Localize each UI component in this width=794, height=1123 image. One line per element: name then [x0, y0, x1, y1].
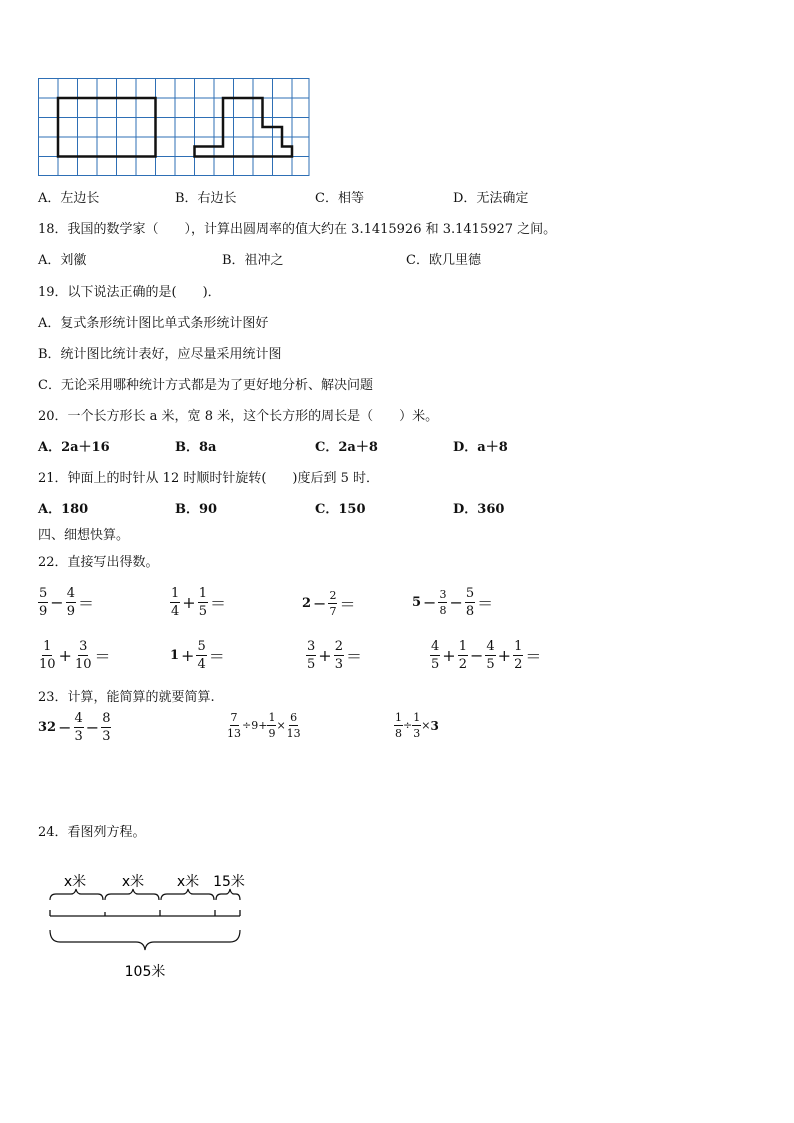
q21-option-c[interactable]: C．150 [315, 502, 366, 517]
q20-option-a[interactable]: A．2a＋16 [38, 440, 110, 455]
total-label: 105米 [124, 964, 166, 980]
q21-option-a[interactable]: A．180 [38, 502, 89, 517]
q22-stem: 22．直接写出得数。 [38, 555, 159, 570]
q20-stem: 20．一个长方形长 a 米，宽 8 米，这个长方形的周长是（ ）米。 [38, 409, 439, 424]
left-rectangle [58, 98, 156, 157]
q23-stem: 23．计算，能简算的就要简算. [38, 690, 215, 705]
brace-bottom [50, 930, 240, 950]
q19-option-b[interactable]: B．统计图比统计表好，应尽量采用统计图 [38, 347, 282, 362]
q18-option-a[interactable]: A．刘徽 [38, 253, 87, 268]
q22-expr-5: $\frac{1}{10}$ + $\frac{3}{10}$ ＝ [39, 639, 111, 672]
q19-option-c[interactable]: C．无论采用哪种统计方式都是为了更好地分析、解决问题 [38, 378, 373, 393]
segment-label-2: x米 [121, 874, 145, 890]
segment-label-1: x米 [63, 874, 87, 890]
q22-expr-3: 2 − $\frac{2}{7}$ ＝ [302, 589, 356, 618]
q20-option-d[interactable]: D．a＋8 [453, 440, 508, 455]
q17-option-a[interactable]: A．左边长 [38, 191, 100, 206]
q21-option-d[interactable]: D．360 [453, 502, 505, 517]
q22-expr-7: $\frac{3}{5}$ + $\frac{2}{3}$ ＝ [307, 639, 362, 672]
q24-segment-diagram [40, 866, 260, 984]
q23-expr-1: 32 − $\frac{4}{3}$ − $\frac{8}{3}$ [38, 711, 111, 744]
brace-top-3 [161, 889, 214, 900]
q23-expr-2: $\frac{7}{13}$ ÷ 9 + $\frac{1}{9}$ × $\frac{6}{13}$ [227, 711, 301, 740]
q23-expr-3: $\frac{1}{8}$ ÷ $\frac{1}{3}$ × 3 [395, 711, 439, 740]
q18-option-b[interactable]: B．祖冲之 [222, 253, 284, 268]
q17-grid-figure [38, 78, 312, 178]
q22-expr-8: $\frac{4}{5}$ + $\frac{1}{2}$ − $\frac{4}{5}$ + $\frac{1}{2}$ ＝ [431, 639, 542, 672]
q17-option-d[interactable]: D．无法确定 [453, 191, 529, 206]
q22-expr-6: 1 + $\frac{5}{4}$ ＝ [170, 639, 225, 672]
q21-option-b[interactable]: B．90 [175, 502, 218, 517]
q20-option-c[interactable]: C．2a＋8 [315, 440, 378, 455]
section-4-title: 四、细想快算。 [38, 528, 130, 543]
q17-option-c[interactable]: C．相等 [315, 191, 364, 206]
q17-option-b[interactable]: B．右边长 [175, 191, 237, 206]
q21-stem: 21．钟面上的时针从 12 时顺时针旋转( )度后到 5 时． [38, 471, 380, 486]
brace-top-1 [50, 889, 103, 900]
q22-expr-2: $\frac{1}{4}$ + $\frac{1}{5}$ ＝ [171, 586, 226, 619]
q20-option-b[interactable]: B．8a [175, 440, 217, 455]
segment-label-3: x米 [176, 874, 200, 890]
q19-option-a[interactable]: A．复式条形统计图比单式条形统计图好 [38, 316, 269, 331]
q18-stem: 18．我国的数学家（ ），计算出圆周率的值大约在 3.1415926 和 3.1415927 之间。 [38, 222, 557, 237]
q22-expr-1: $\frac{5}{9}$ − $\frac{4}{9}$ ＝ [39, 586, 94, 619]
brace-top-2 [105, 889, 159, 900]
q24-stem: 24．看图列方程。 [38, 825, 146, 840]
right-staircase-shape [195, 98, 293, 157]
q19-stem: 19．以下说法正确的是( )． [38, 285, 221, 300]
segment-label-4: 15米 [213, 874, 245, 890]
brace-top-4 [216, 889, 240, 900]
q22-expr-4: 5 − $\frac{3}{8}$ − $\frac{5}{8}$ ＝ [412, 586, 494, 619]
q18-option-c[interactable]: C．欧几里德 [406, 253, 481, 268]
